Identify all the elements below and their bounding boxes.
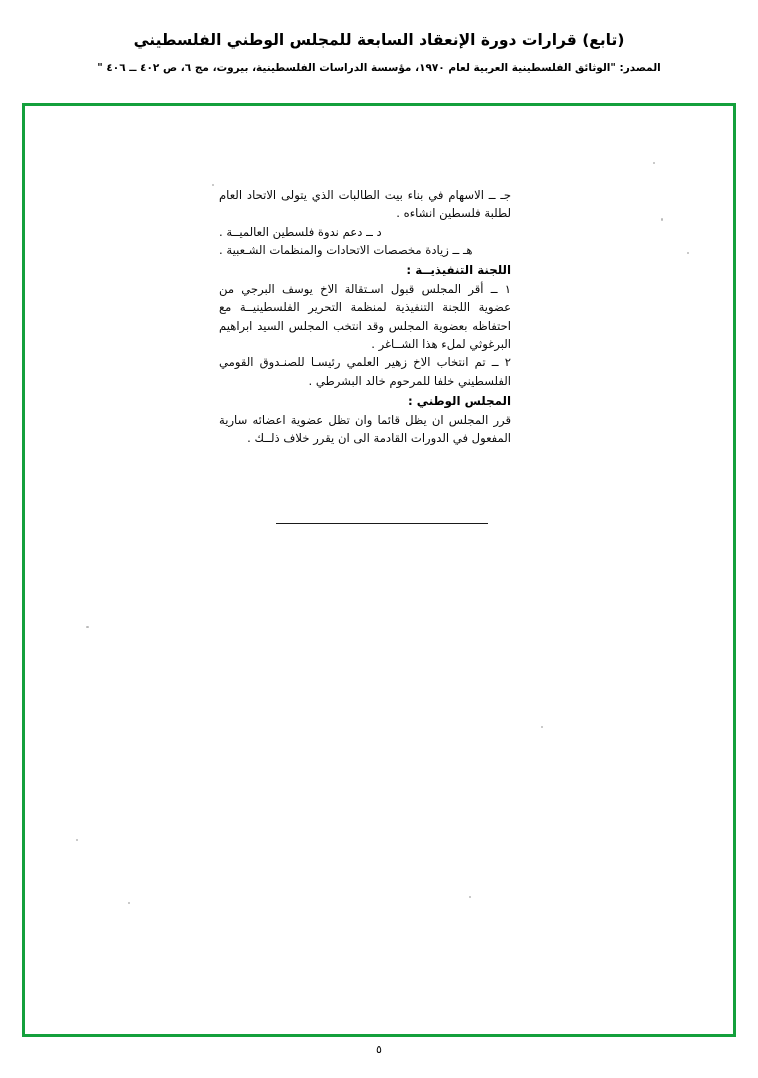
- paragraph-item-d: د ــ دعم ندوة فلسطين العالميــة .: [219, 224, 382, 239]
- document-header: [0, 30, 758, 76]
- scan-speck: [661, 218, 663, 221]
- scan-speck: [76, 839, 78, 841]
- page-title: (تابع) قرارات دورة الإنعقاد السابعة للمجلس الوطني الفلسطيني: [133, 31, 625, 49]
- document-body: [219, 186, 511, 448]
- scan-speck: [687, 252, 689, 254]
- paragraph-exec-2: ٢ ــ تم انتخاب الاخ زهير العلمي رئيسـا للصنـدوق القومي الفلسطيني خلفا للمرحوم خالد البشرطي .: [219, 355, 511, 388]
- page-number: ٥: [376, 1043, 382, 1056]
- scan-speck: [86, 626, 89, 628]
- paragraph-exec-1: ١ ــ أقر المجلس قبول اسـتقالة الاخ يوسف البرجي من عضوية اللجنة التنفيذية لمنظمة التحرير الفلسطينيــة مع احتفاظه بعضوية المجلس وقد انتخب المجلس السيد ابراهيم البرغوثي لملء هذا الشــاغر .: [219, 282, 511, 352]
- scan-speck: [469, 896, 471, 898]
- scan-speck: [212, 184, 214, 186]
- scan-speck: [128, 902, 130, 904]
- paragraph-item-c: جـ ــ الاسهام في بناء بيت الطالبات الذي يتولى الاتحاد العام لطلبة فلسطين انشاءه .: [219, 188, 511, 221]
- paragraph-item-h: هـ ــ زيادة مخصصات الاتحادات والمنظمات الشـعبية .: [219, 242, 473, 257]
- scan-speck: [653, 162, 655, 164]
- source-citation: المصدر: "الوثائق الفلسطينية العربية لعام ١٩٧٠، مؤسسة الدراسات الفلسطينية، بيروت، مج ٦، ص ٤٠٢ ــ ٤٠٦ ": [97, 62, 661, 75]
- section-divider: [276, 523, 488, 524]
- heading-national-council: المجلس الوطني :: [407, 394, 511, 408]
- content-frame: [22, 103, 736, 1037]
- heading-executive-committee: اللجنة التنفيذيــة :: [406, 263, 511, 278]
- scan-speck: [541, 726, 543, 728]
- paragraph-council-text: قرر المجلس ان يظل قائما وان تظل عضوية اعضائه سارية المفعول في الدورات القادمة الى ان يقرر خلاف ذلــك .: [219, 412, 511, 446]
